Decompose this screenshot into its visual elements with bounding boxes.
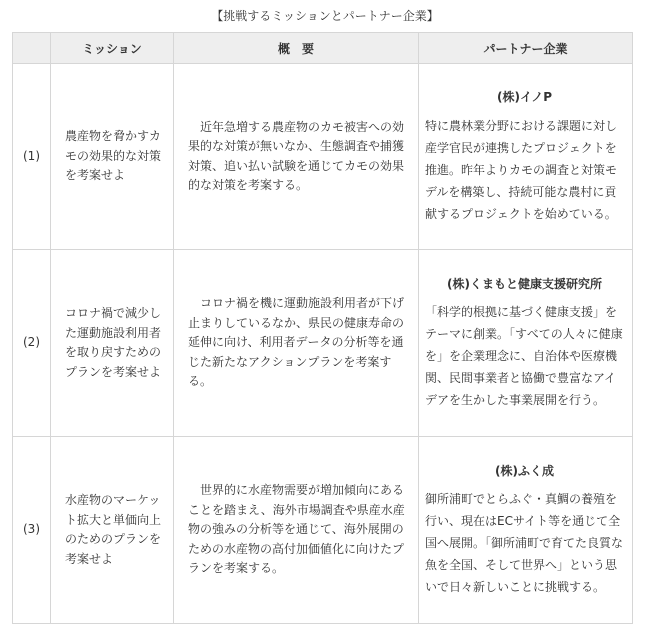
- header-row: [13, 33, 633, 64]
- partner-description: 特に農林業分野における課題に対し産学官民が連携したプロジェクトを推進。昨年よりカモの調査と対策モデルを構築し、持続可能な農村に貢献するプロジェクトを始めている。: [425, 118, 618, 221]
- header-partner: パートナー企業: [419, 33, 633, 64]
- row-number: (1): [13, 64, 51, 250]
- table-row: [13, 437, 633, 624]
- summary-cell: [174, 64, 419, 250]
- row-number: (3): [13, 437, 51, 624]
- mission-text: 水産物のマーケット拡大と単価向上のためのプランを考案せよ: [51, 437, 174, 624]
- table-row: [13, 64, 633, 250]
- row-number: (2): [13, 250, 51, 437]
- summary-text: コロナ禍を機に運動施設利用者が下げ止まりしているなか、県民の健康寿命の延伸に向け、利用者データの分析等を通じた新たなアクションプランを考案する。: [188, 296, 405, 389]
- partner-name: (株)ふく成: [495, 463, 554, 478]
- partner-name: (株)イノP: [496, 90, 553, 105]
- partner-description: 「科学的根拠に基づく健康支援」をテーマに創業。「すべての人々に健康を」を企業理念に、自治体や医療機関、民間事業者と協働で豊富なアイデアを生かした事業展開を行う。: [425, 305, 623, 408]
- missions-table: [12, 32, 633, 624]
- summary-text: 近年急増する農産物のカモ被害への効果的な対策が無いなか、生態調査や捕獲対策、追い払い試験を通じてカモの効果的な対策を考案する。: [188, 119, 405, 192]
- partner-cell: [419, 64, 633, 250]
- summary-cell: [174, 437, 419, 624]
- partner-description: 御所浦町でとらふぐ・真鯛の養殖を行い、現在はECサイト等を通じて全国へ展開。「御所浦町で育てた良質な魚を全国、そして世界へ」という思いで日々新しいことに挑戦する。: [425, 492, 624, 595]
- summary-text: 世界的に水産物需要が増加傾向にあることを踏まえ、海外市場調査や県産水産物の強みの分析等を通じて、海外展開のための水産物の高付加価値化に向けたプランを考案する。: [188, 483, 405, 576]
- mission-text: 農産物を脅かすカモの効果的な対策を考案せよ: [51, 64, 174, 250]
- mission-text: コロナ禍で減少した運動施設利用者を取り戻すためのプランを考案せよ: [51, 250, 174, 437]
- partner-cell: [419, 250, 633, 437]
- partner-cell: [419, 437, 633, 624]
- header-mission: ミッション: [51, 33, 174, 64]
- summary-cell: [174, 250, 419, 437]
- table-caption: 【挑戦するミッションとパートナー企業】: [211, 9, 439, 23]
- table-row: [13, 250, 633, 437]
- partner-name: (株)くまもと健康支援研究所: [447, 276, 602, 291]
- header-summary: 概 要: [174, 33, 419, 64]
- header-number: [13, 33, 51, 64]
